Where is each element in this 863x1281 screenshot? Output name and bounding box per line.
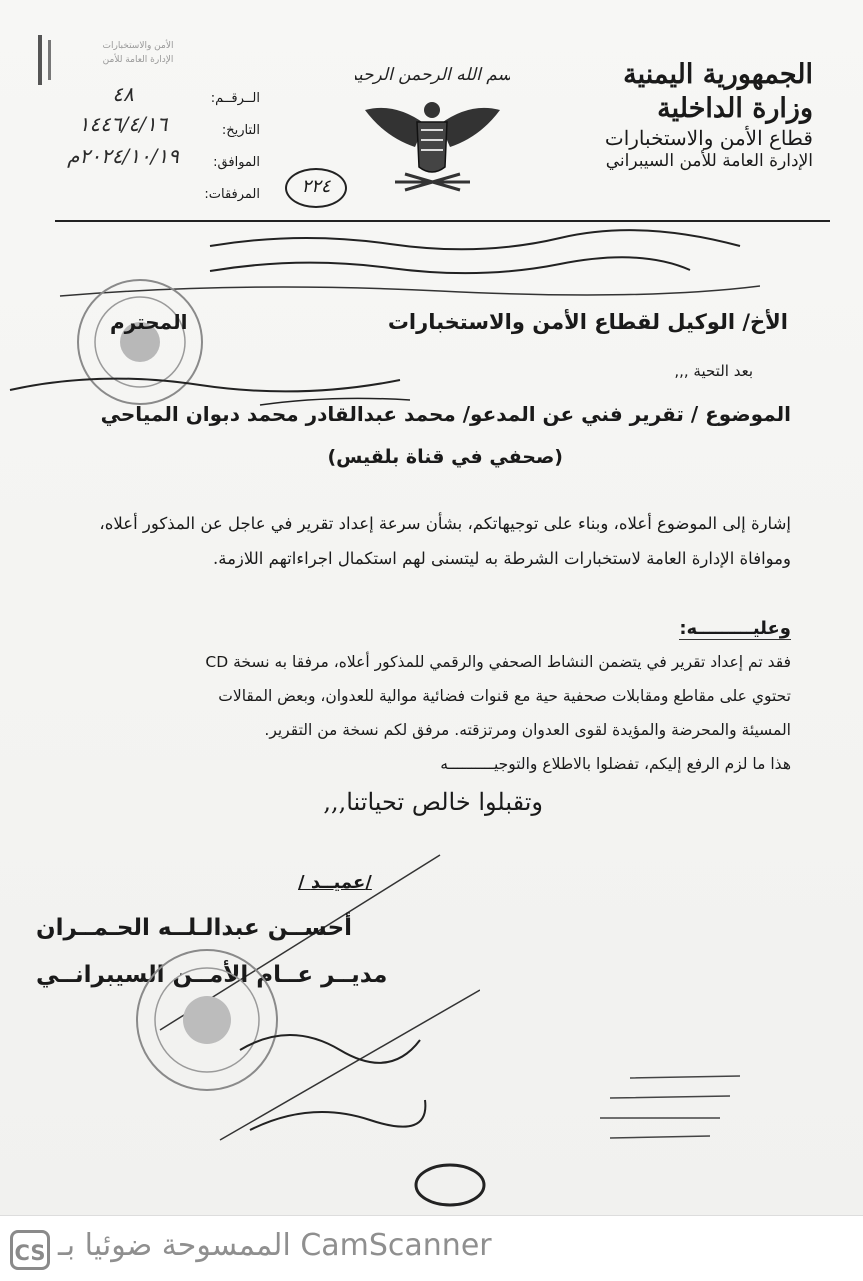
svg-text:الأمن والاستخبارات: الأمن والاستخبارات	[102, 41, 174, 51]
camscanner-logo: CS	[10, 1230, 50, 1270]
subject-line: الموضوع / تقرير فني عن المدعو/ محمد عبدالقادر محمد دبوان المياحي	[100, 402, 791, 426]
signatory-title: مديــر عــام الأمــن السيبرانــي	[36, 962, 388, 988]
handwritten-date-note	[590, 1068, 750, 1148]
body-paragraph-1: إشارة إلى الموضوع أعلاه، وبناء على توجيهاتكم، بشأن سرعة إعداد تقرير في عاجل عن المذكور أعلاه، وموافاة الإدارة العامة لاستخبارات الشرطة به ليتسنى لهم استكمال اجراءاتهم اللازمة.	[99, 514, 791, 568]
signatory-name: أحســن عبدالـلــه الحـمــران	[36, 915, 353, 941]
header-divider	[55, 220, 830, 222]
handwritten-signature	[230, 1010, 430, 1170]
conclusion-label: وعليـــــــــه:	[679, 618, 791, 639]
republic-name: الجمهورية اليمنية	[623, 59, 813, 90]
faded-stamp-mark	[18, 30, 188, 90]
number-label: الــرقــم:	[210, 91, 260, 106]
paragraph2-line: هذا ما لزم الرفع إليكم، تفضلوا بالاطلاع والتوجيــــــــــه	[440, 755, 791, 773]
date-label: التاريخ:	[221, 123, 260, 138]
letterhead	[533, 58, 813, 172]
national-emblem	[355, 52, 510, 202]
date-value: ١٤٤٦/٤/١٦	[78, 112, 168, 136]
camscanner-text: الممسوحة ضوئيا بـ CamScanner	[58, 1228, 492, 1263]
number-value: ٤٨	[112, 82, 134, 106]
body-paragraph-2	[51, 645, 791, 781]
page-number-mark	[410, 1160, 490, 1210]
attachments-label: المرفقات:	[204, 187, 260, 202]
department-name: الإدارة العامة للأمن السيبراني	[605, 150, 813, 171]
subject-subline: (صحفي في قناة بلقيس)	[327, 446, 563, 468]
svg-text:الإدارة العامة للأمن: الإدارة العامة للأمن	[102, 55, 174, 65]
eagle-emblem-icon	[355, 52, 510, 202]
paragraph2-line: تحتوي على مقاطع ومقابلات صحفية حية مع قنوات فضائية موالية للعدوان، وبعض المقالات	[218, 687, 791, 705]
ministry-name: وزارة الداخلية	[657, 92, 813, 124]
corresponding-label: الموافق:	[213, 155, 260, 170]
greeting: بعد التحية ,,,	[674, 362, 753, 380]
corresponding-value: ٢٠٢٤/١٠/١٩م	[67, 144, 179, 168]
closing-salutation: وتقبلوا خالص تحياتنا,,,	[323, 788, 543, 816]
sector-name: قطاع الأمن والاستخبارات	[604, 125, 813, 150]
paragraph2-line: فقد تم إعداد تقرير في يتضمن النشاط الصحفي والرقمي للمذكور أعلاه، مرفقا به نسخة CD	[205, 653, 791, 671]
addressee-line: الأخ/ الوكيل لقطاع الأمن والاستخبارات	[387, 310, 788, 334]
paragraph2-line: المسيئة والمحرضة والمؤيدة لقوى العدوان ومرتزقته. مرفق لكم نسخة من التقرير.	[264, 721, 791, 739]
circled-number: ٢٢٤	[285, 168, 347, 208]
basmala: بسم الله الرحمن الرحيم	[355, 65, 510, 85]
addressee-honorific: المحترم	[110, 310, 188, 334]
signatory-rank: / عميــد/	[298, 872, 372, 893]
